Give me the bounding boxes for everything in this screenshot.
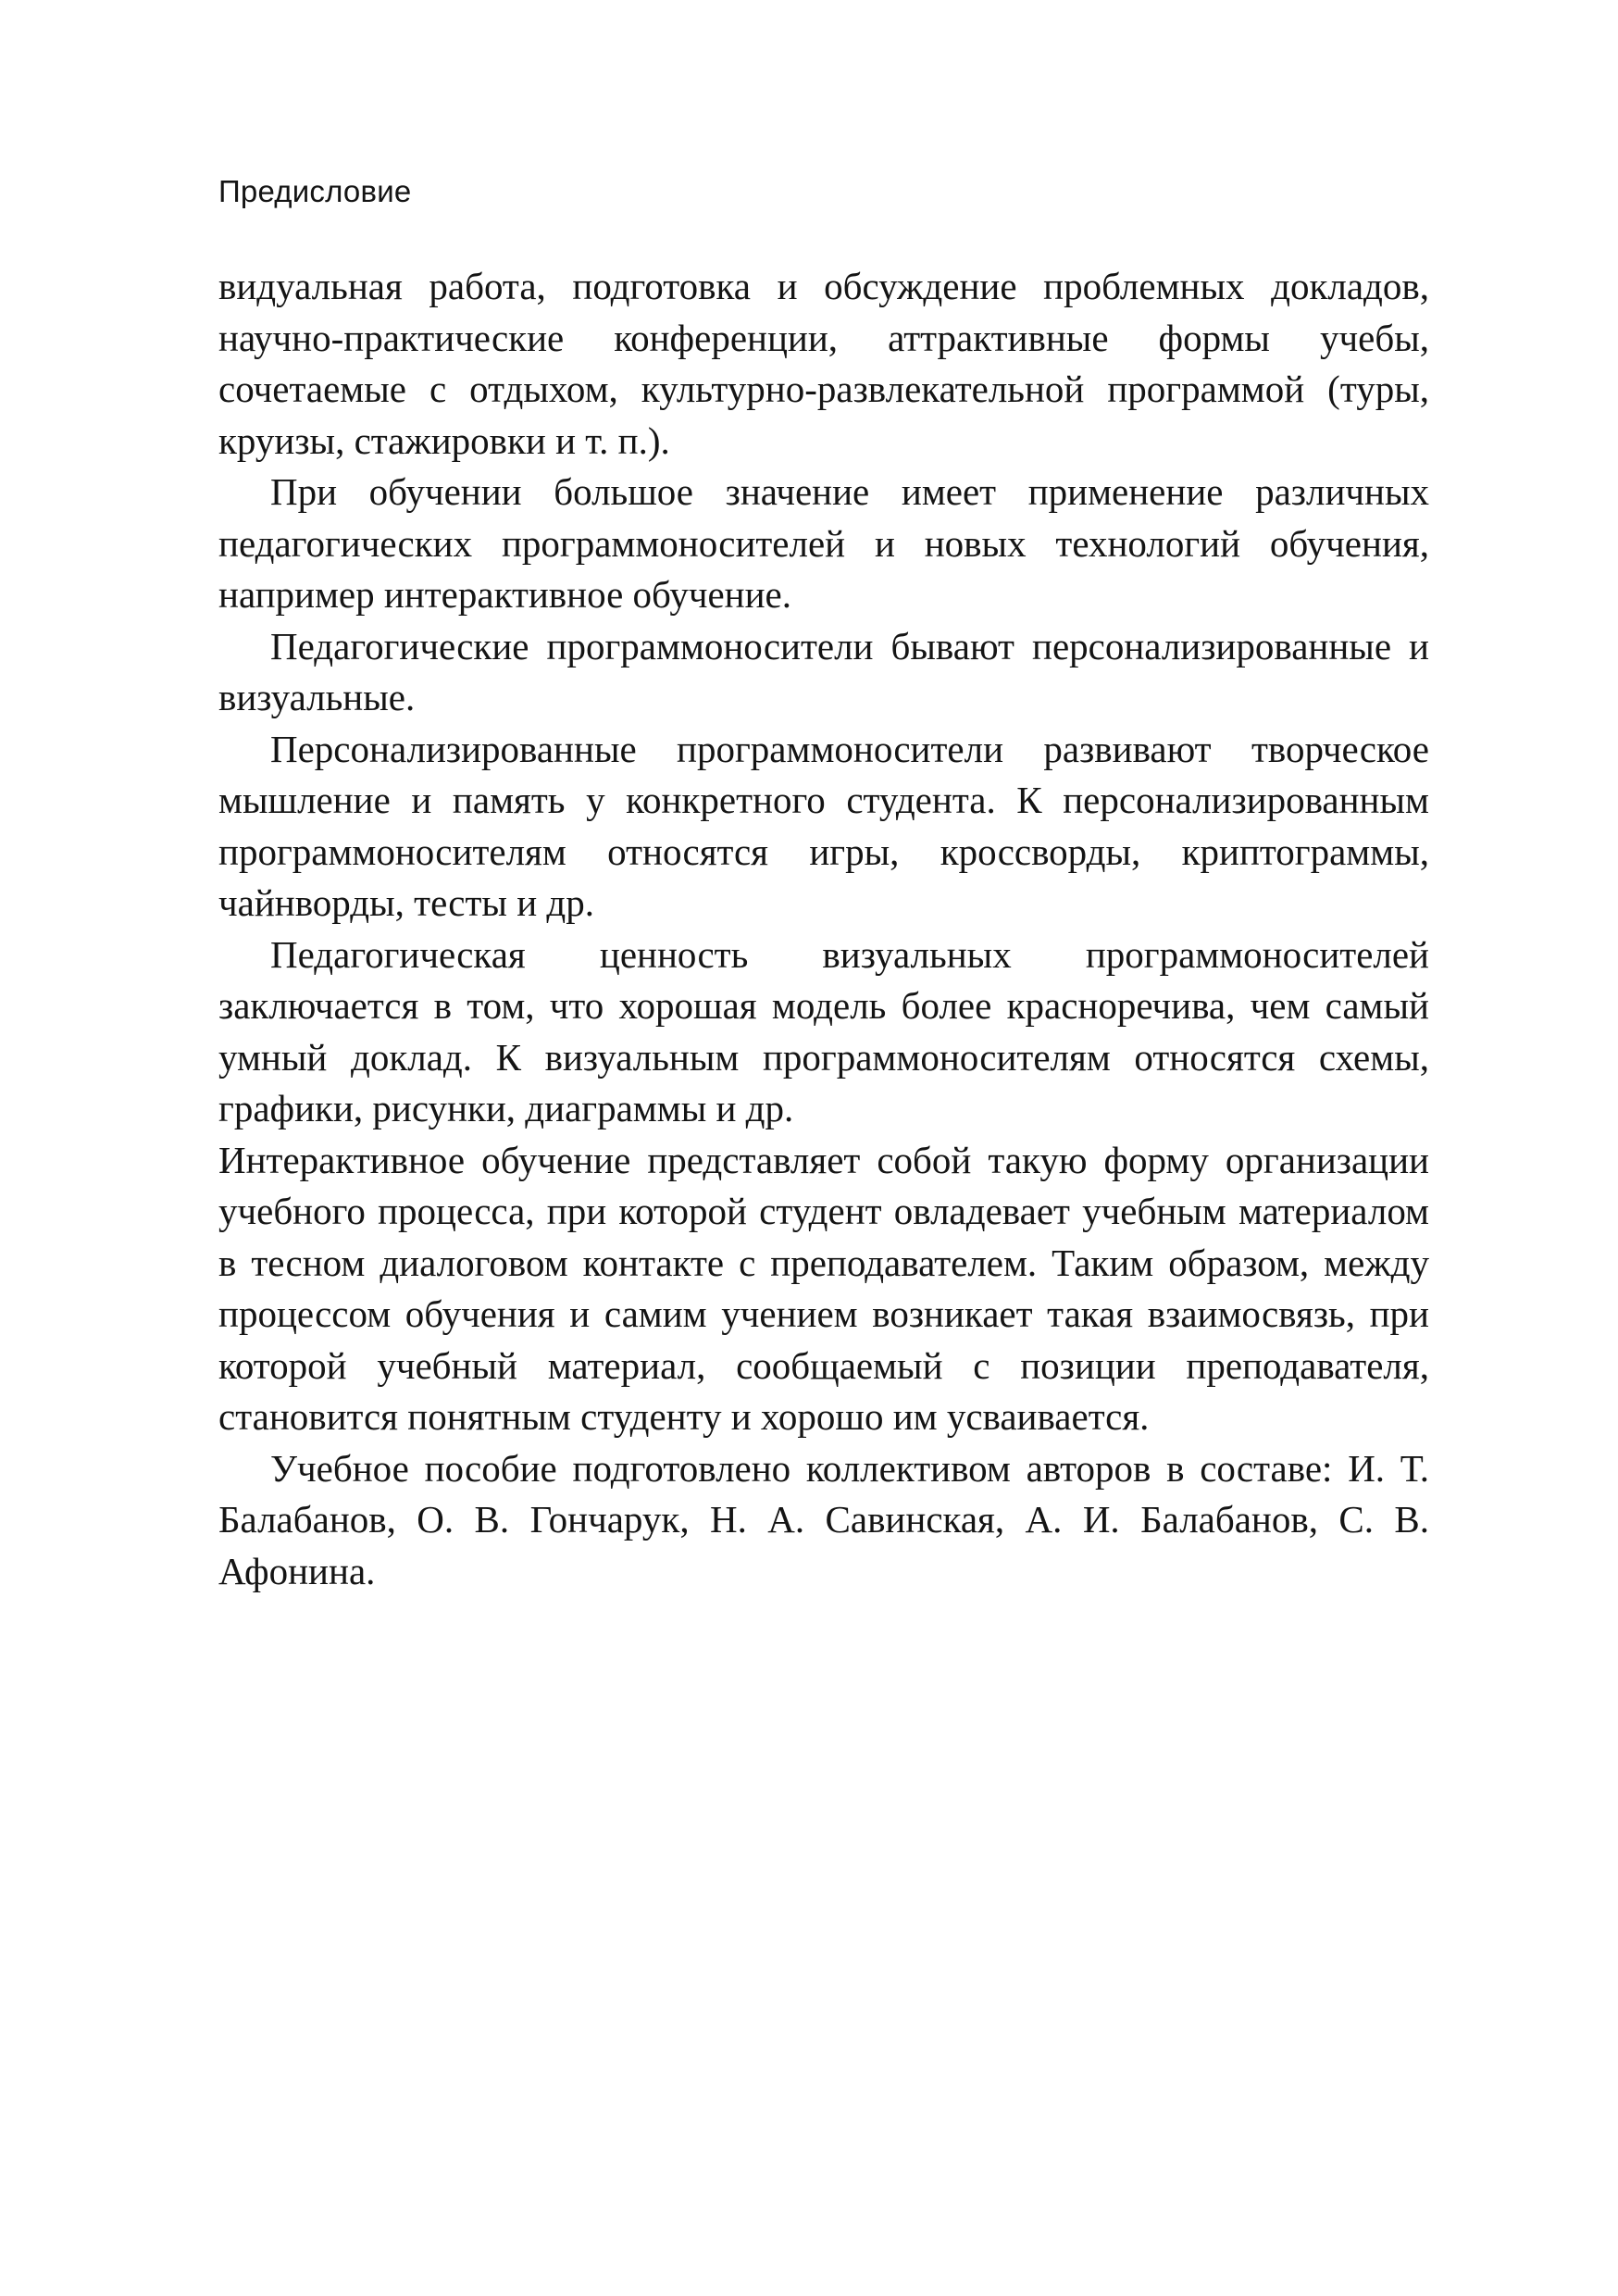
paragraph-continuation: видуальная работа, подготовка и обсуждение проблемных докладов, научно-практические конференции, аттрактивные формы учебы, сочетаемые с отдыхом, культурно-развлекательной программой (туры, круизы, стажировки и т. п.). — [218, 265, 1429, 462]
paragraph-interactive-learning: Интерактивное обучение представляет собой такую форму организации учебного процесса, при которой студент овладевает учебным материалом в тесном диалоговом контакте с преподавателем. Таким образом, между процессом обучения и самим учением возникает такая взаимосвязь, при которой учебный материал, сообщаемый с позиции преподавателя, становится понятным студенту и хорошо им усваивается. — [218, 1138, 1429, 1438]
running-head-title: Предисловие — [218, 174, 412, 208]
paragraph-program-carriers-types: Педагогические программоносители бывают персонализированные и визуальные. — [218, 624, 1429, 718]
paragraph-technologies: При обучении большое значение имеет применение различных педагогических программоносителей и новых технологий обучения, например интерактивное обучение. — [218, 470, 1429, 616]
paragraph-visual-carriers: Педагогическая ценность визуальных программоносителей заключается в том, что хорошая модель более красноречива, чем самый умный доклад. К визуальным программоносителям относятся схемы, графики, рисунки, диаграммы и др. — [218, 932, 1429, 1129]
paragraph-personalized-carriers: Персонализированные программоносители развивают творческое мышление и память у конкретного студента. К персонализированным программоносителям относятся игры, кроссворды, криптограммы, чайнворды, тесты и др. — [218, 727, 1429, 924]
paragraph-authors: Учебное пособие подготовлено коллективом авторов в составе: И. Т. Балабанов, О. В. Гончарук, Н. А. Савинская, А. И. Балабанов, С. В. Афонина. — [218, 1446, 1429, 1592]
body-text — [218, 261, 1429, 1597]
